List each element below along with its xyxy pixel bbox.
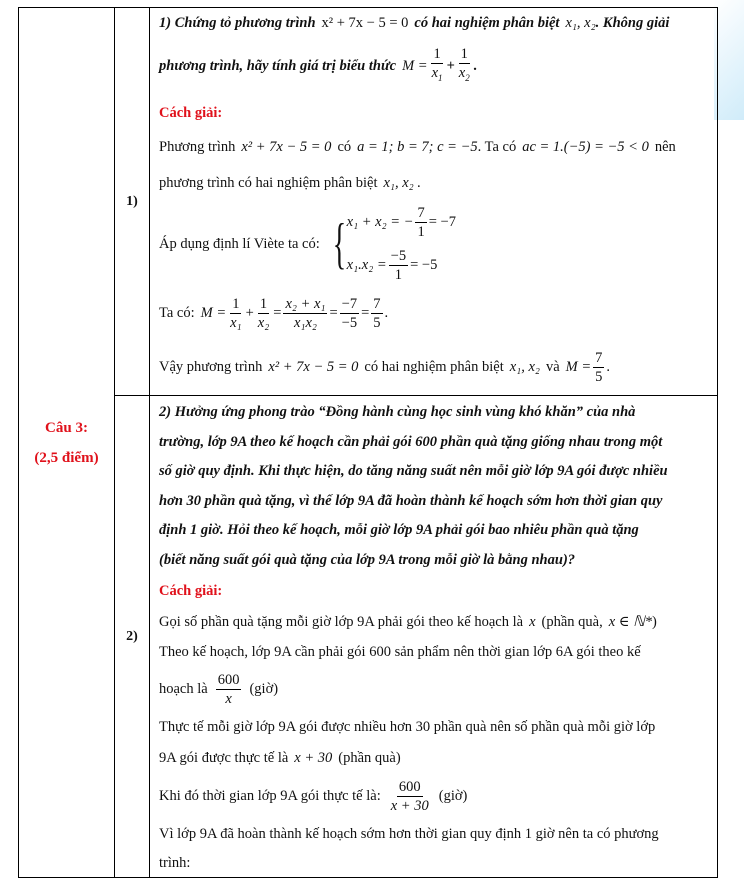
part2-number: 2): [115, 396, 150, 878]
part2-step8: trình:: [159, 854, 191, 871]
question-cell: [19, 8, 115, 878]
part1-prompt-line1: 1) Chứng tỏ phương trình x² + 7x − 5 = 0 có hai nghiệm phân biệt x₁, x₂ . Không giải: [159, 14, 670, 31]
part2-step7: Vì lớp 9A đã hoàn thành kế hoạch sớm hơn thời gian quy định 1 giờ nên ta có phương: [159, 825, 659, 842]
part1-prompt-line2: phương trình, hãy tính giá trị biểu thức M = $\frac{1}{x_1}$ + $\frac{1}{x_2}$ .: [159, 46, 478, 83]
question-points: (2,5 điểm): [34, 449, 99, 466]
part1-conclusion: Vậy phương trình x² + 7x − 5 = 0 có hai nghiệm phân biệt x₁, x₂ và M = $\frac{7}{5}$ .: [159, 349, 611, 385]
part2-prompt: 2) Hưởng ứng phong trào “Đồng hành cùng học sinh vùng khó khăn” của nhà trường, lớp 9A theo kế hoạch cần phải gói 600 phần quà tặng giống nhau trong một số giờ quy định. Khi thực hiện, do tăng năng suất nên mỗi giờ lớp 9A gói được nhiều hơn 30 phần quà tặng, vì thế lớp 9A đã hoàn thành kế hoạch sớm hơn thời gian quy định 1 giờ. Hỏi theo kế hoạch, mỗi giờ lớp 9A phải gói bao nhiêu phần quà tặng (biết năng suất gói quà tặng của lớp 9A trong mỗi giờ là bằng nhau)?: [159, 404, 668, 568]
question-label: Câu 3:: [45, 419, 88, 436]
part1-content: [150, 8, 718, 396]
part2-solution-label: Cách giải:: [159, 582, 223, 599]
part1-number: 1): [115, 8, 150, 396]
part2-step4: Thực tế mỗi giờ lớp 9A gói được nhiều hơn 30 phần quà nên số phần quà mỗi giờ lớp: [159, 718, 656, 735]
solution-table: [18, 7, 718, 878]
part2-step3: hoạch là $\frac{600}{x}$ (giờ): [159, 671, 279, 707]
part1-step2: phương trình có hai nghiệm phân biệt x₁, x₂ .: [159, 174, 421, 191]
part2-step2: Theo kế hoạch, lớp 9A cần phải gói 600 sản phẩm nên thời gian lớp 6A gói theo kế: [159, 643, 641, 660]
part2-step5: 9A gói được thực tế là x + 30 (phần quà): [159, 749, 401, 766]
vieta-system: { x₁ + x₂ = − $\frac{7}{1}$ = −7 x₁.x₂ = $\frac{-5}{1}$ = −5: [332, 205, 456, 283]
part1-solution-label: Cách giải:: [159, 104, 223, 121]
watermark-corner: [714, 0, 744, 120]
part1-calc-M: Ta có: M = $\frac{1}{\text{x₁}}$ + $\frac{1}{\text{x₂}}$ = $\frac{\text{x₂ + x₁}}{\text{x₁x₂}}$ = $\frac{-7}{-5}$ = $\frac{7}{5}$ .: [159, 295, 389, 331]
part1-vieta: Áp dụng định lí Viète ta có: { x₁ + x₂ = − $\frac{7}{1}$ = −7 x₁.x₂ = $\frac{-5}{1}$ = −5: [159, 205, 456, 283]
part2-content: [150, 396, 718, 878]
part2-step6: Khi đó thời gian lớp 9A gói thực tế là: $\frac{600}{x + 30}$ (giờ): [159, 778, 468, 814]
part2-step1: Gọi số phần quà tặng mỗi giờ lớp 9A phải gói theo kế hoạch là x (phần quà, x ∈ ℕ* ): [159, 613, 657, 630]
part1-step1: Phương trình x² + 7x − 5 = 0 có a = 1; b = 7; c = −5 . Ta có ac = 1.(−5) = −5 < 0 nên: [159, 138, 676, 155]
